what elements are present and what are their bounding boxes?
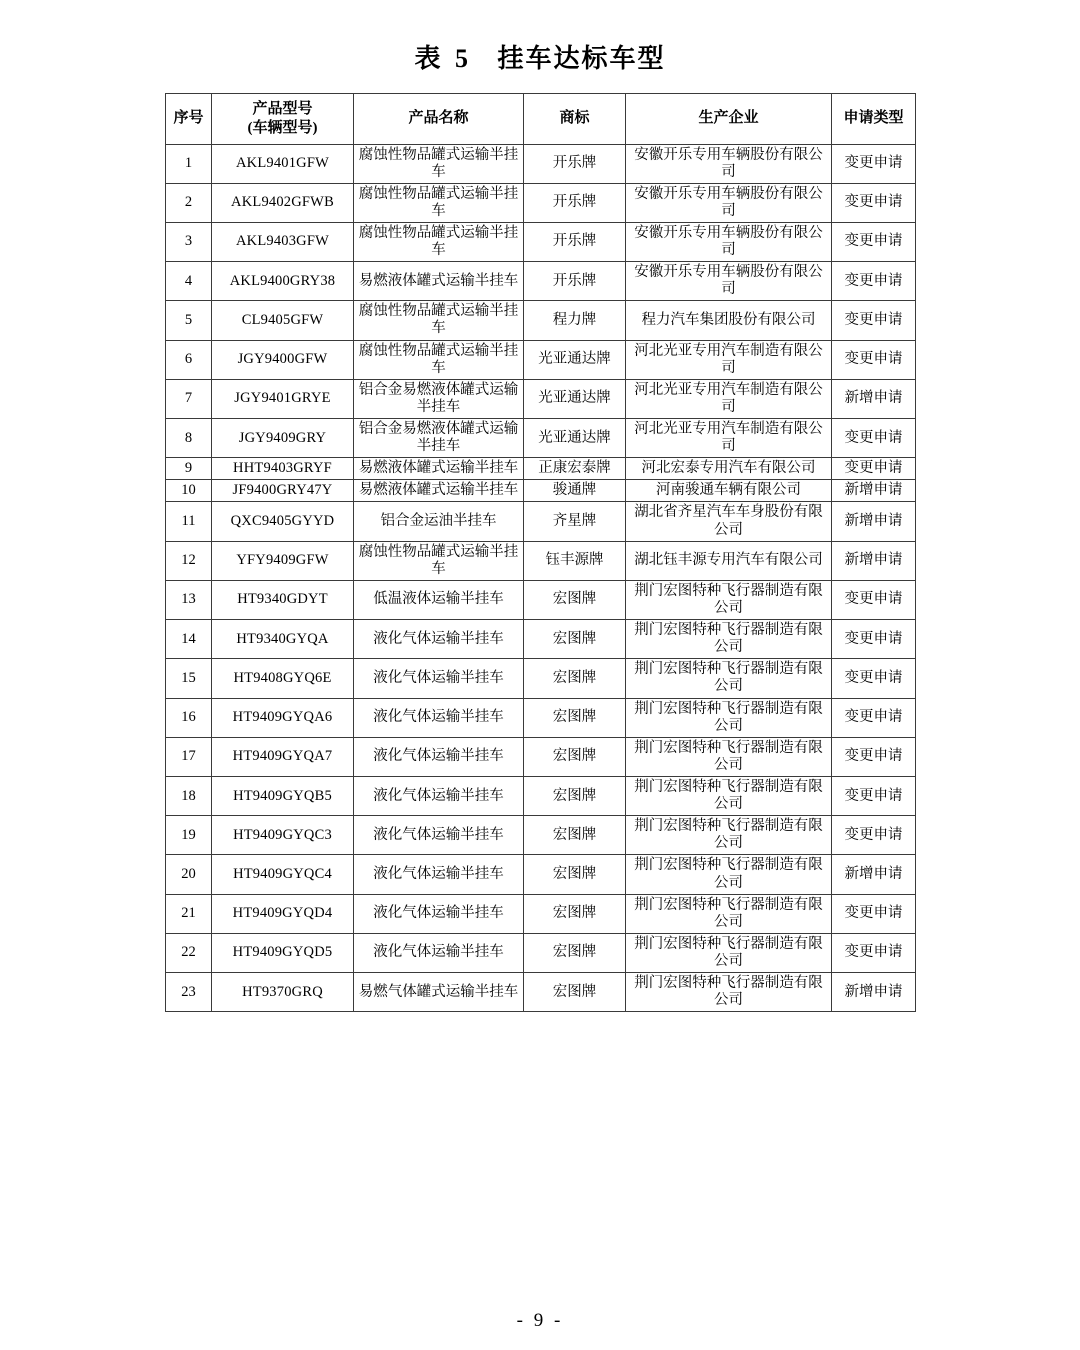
column-header-brand: 商标 bbox=[524, 94, 626, 145]
cell-product-name: 液化气体运输半挂车 bbox=[354, 777, 524, 816]
cell-product-model: AKL9403GFW bbox=[212, 222, 354, 261]
cell-product-model: YFY9409GFW bbox=[212, 541, 354, 580]
page-number-footer: - 9 - bbox=[516, 1310, 564, 1331]
table-row bbox=[166, 580, 916, 619]
cell-manufacturer: 荆门宏图特种飞行器制造有限公司 bbox=[626, 973, 832, 1012]
cell-manufacturer: 安徽开乐专用车辆股份有限公司 bbox=[626, 222, 832, 261]
cell-brand: 宏图牌 bbox=[524, 737, 626, 776]
cell-product-name: 腐蚀性物品罐式运输半挂车 bbox=[354, 183, 524, 222]
cell-brand: 光亚通达牌 bbox=[524, 419, 626, 458]
cell-product-model: JGY9400GFW bbox=[212, 340, 354, 379]
cell-index: 22 bbox=[166, 933, 212, 972]
table-row bbox=[166, 777, 916, 816]
cell-product-name: 腐蚀性物品罐式运输半挂车 bbox=[354, 541, 524, 580]
cell-brand: 骏通牌 bbox=[524, 480, 626, 502]
cell-index: 10 bbox=[166, 480, 212, 502]
cell-product-name: 铝合金易燃液体罐式运输半挂车 bbox=[354, 379, 524, 418]
cell-manufacturer: 荆门宏图特种飞行器制造有限公司 bbox=[626, 698, 832, 737]
cell-index: 3 bbox=[166, 222, 212, 261]
cell-product-model: HT9409GYQD4 bbox=[212, 894, 354, 933]
cell-application-type: 变更申请 bbox=[832, 340, 916, 379]
table-row bbox=[166, 855, 916, 894]
cell-brand: 宏图牌 bbox=[524, 659, 626, 698]
cell-brand: 宏图牌 bbox=[524, 620, 626, 659]
table-row bbox=[166, 222, 916, 261]
cell-index: 12 bbox=[166, 541, 212, 580]
page-title bbox=[0, 0, 1080, 93]
cell-brand: 开乐牌 bbox=[524, 222, 626, 261]
cell-index: 16 bbox=[166, 698, 212, 737]
table-row bbox=[166, 698, 916, 737]
table-row bbox=[166, 973, 916, 1012]
table-header bbox=[166, 94, 916, 145]
cell-index: 15 bbox=[166, 659, 212, 698]
cell-product-model: HT9340GDYT bbox=[212, 580, 354, 619]
table-row bbox=[166, 541, 916, 580]
cell-brand: 开乐牌 bbox=[524, 183, 626, 222]
cell-application-type: 变更申请 bbox=[832, 737, 916, 776]
cell-brand: 宏图牌 bbox=[524, 698, 626, 737]
cell-product-model: HT9409GYQA6 bbox=[212, 698, 354, 737]
column-header-maker: 生产企业 bbox=[626, 94, 832, 145]
table-row bbox=[166, 419, 916, 458]
cell-application-type: 变更申请 bbox=[832, 698, 916, 737]
cell-product-name: 液化气体运输半挂车 bbox=[354, 620, 524, 659]
cell-index: 17 bbox=[166, 737, 212, 776]
cell-index: 11 bbox=[166, 502, 212, 541]
cell-product-model: HT9409GYQC4 bbox=[212, 855, 354, 894]
cell-index: 23 bbox=[166, 973, 212, 1012]
table-body bbox=[166, 144, 916, 1012]
cell-brand: 宏图牌 bbox=[524, 816, 626, 855]
cell-brand: 宏图牌 bbox=[524, 580, 626, 619]
cell-manufacturer: 荆门宏图特种飞行器制造有限公司 bbox=[626, 620, 832, 659]
cell-brand: 宏图牌 bbox=[524, 855, 626, 894]
cell-product-model: JGY9409GRY bbox=[212, 419, 354, 458]
cell-application-type: 新增申请 bbox=[832, 973, 916, 1012]
cell-manufacturer: 河北光亚专用汽车制造有限公司 bbox=[626, 379, 832, 418]
cell-product-model: HT9370GRQ bbox=[212, 973, 354, 1012]
cell-product-name: 易燃液体罐式运输半挂车 bbox=[354, 458, 524, 480]
cell-application-type: 变更申请 bbox=[832, 301, 916, 340]
cell-product-name: 液化气体运输半挂车 bbox=[354, 894, 524, 933]
cell-manufacturer: 荆门宏图特种飞行器制造有限公司 bbox=[626, 777, 832, 816]
cell-product-model: CL9405GFW bbox=[212, 301, 354, 340]
cell-application-type: 新增申请 bbox=[832, 502, 916, 541]
cell-manufacturer: 河北光亚专用汽车制造有限公司 bbox=[626, 419, 832, 458]
cell-manufacturer: 安徽开乐专用车辆股份有限公司 bbox=[626, 262, 832, 301]
column-header-model bbox=[212, 94, 354, 145]
table-row bbox=[166, 620, 916, 659]
cell-product-name: 低温液体运输半挂车 bbox=[354, 580, 524, 619]
cell-application-type: 变更申请 bbox=[832, 580, 916, 619]
cell-product-model: HT9409GYQC3 bbox=[212, 816, 354, 855]
cell-index: 6 bbox=[166, 340, 212, 379]
table-row bbox=[166, 379, 916, 418]
cell-application-type: 变更申请 bbox=[832, 144, 916, 183]
cell-application-type: 变更申请 bbox=[832, 183, 916, 222]
cell-manufacturer: 河南骏通车辆有限公司 bbox=[626, 480, 832, 502]
table-row bbox=[166, 816, 916, 855]
column-header-name: 产品名称 bbox=[354, 94, 524, 145]
cell-brand: 宏图牌 bbox=[524, 973, 626, 1012]
cell-index: 2 bbox=[166, 183, 212, 222]
cell-manufacturer: 程力汽车集团股份有限公司 bbox=[626, 301, 832, 340]
column-header-type: 申请类型 bbox=[832, 94, 916, 145]
cell-product-model: JF9400GRY47Y bbox=[212, 480, 354, 502]
table-row bbox=[166, 262, 916, 301]
cell-index: 19 bbox=[166, 816, 212, 855]
cell-product-model: HT9340GYQA bbox=[212, 620, 354, 659]
cell-brand: 开乐牌 bbox=[524, 144, 626, 183]
cell-application-type: 变更申请 bbox=[832, 659, 916, 698]
cell-brand: 宏图牌 bbox=[524, 894, 626, 933]
cell-product-model: HT9409GYQA7 bbox=[212, 737, 354, 776]
cell-brand: 光亚通达牌 bbox=[524, 379, 626, 418]
cell-application-type: 新增申请 bbox=[832, 855, 916, 894]
page-title-text: 挂车达标车型 bbox=[497, 44, 666, 73]
cell-index: 13 bbox=[166, 580, 212, 619]
cell-brand: 宏图牌 bbox=[524, 777, 626, 816]
table-row bbox=[166, 933, 916, 972]
column-header-index: 序号 bbox=[166, 94, 212, 145]
page-title-number: 表 5 bbox=[414, 44, 472, 73]
column-header-model-line1: 产品型号 bbox=[252, 101, 313, 117]
cell-product-model: AKL9402GFWB bbox=[212, 183, 354, 222]
cell-product-model: AKL9401GFW bbox=[212, 144, 354, 183]
cell-manufacturer: 荆门宏图特种飞行器制造有限公司 bbox=[626, 737, 832, 776]
cell-index: 7 bbox=[166, 379, 212, 418]
cell-index: 1 bbox=[166, 144, 212, 183]
cell-application-type: 新增申请 bbox=[832, 480, 916, 502]
cell-application-type: 新增申请 bbox=[832, 541, 916, 580]
cell-brand: 齐星牌 bbox=[524, 502, 626, 541]
cell-brand: 宏图牌 bbox=[524, 933, 626, 972]
cell-product-name: 腐蚀性物品罐式运输半挂车 bbox=[354, 144, 524, 183]
cell-product-name: 液化气体运输半挂车 bbox=[354, 816, 524, 855]
cell-index: 5 bbox=[166, 301, 212, 340]
cell-manufacturer: 荆门宏图特种飞行器制造有限公司 bbox=[626, 659, 832, 698]
cell-brand: 程力牌 bbox=[524, 301, 626, 340]
cell-product-name: 易燃液体罐式运输半挂车 bbox=[354, 262, 524, 301]
cell-product-name: 易燃液体罐式运输半挂车 bbox=[354, 480, 524, 502]
cell-manufacturer: 荆门宏图特种飞行器制造有限公司 bbox=[626, 855, 832, 894]
cell-index: 21 bbox=[166, 894, 212, 933]
cell-brand: 正康宏泰牌 bbox=[524, 458, 626, 480]
table-row bbox=[166, 502, 916, 541]
table-row bbox=[166, 340, 916, 379]
cell-index: 9 bbox=[166, 458, 212, 480]
cell-brand: 开乐牌 bbox=[524, 262, 626, 301]
cell-application-type: 变更申请 bbox=[832, 816, 916, 855]
cell-product-model: QXC9405GYYD bbox=[212, 502, 354, 541]
cell-manufacturer: 湖北省齐星汽车车身股份有限公司 bbox=[626, 502, 832, 541]
cell-index: 18 bbox=[166, 777, 212, 816]
table-row bbox=[166, 458, 916, 480]
cell-application-type: 变更申请 bbox=[832, 620, 916, 659]
cell-application-type: 新增申请 bbox=[832, 379, 916, 418]
cell-manufacturer: 安徽开乐专用车辆股份有限公司 bbox=[626, 183, 832, 222]
cell-manufacturer: 荆门宏图特种飞行器制造有限公司 bbox=[626, 580, 832, 619]
table-row bbox=[166, 144, 916, 183]
table-container bbox=[165, 93, 915, 1012]
cell-product-name: 液化气体运输半挂车 bbox=[354, 698, 524, 737]
column-header-model-line2: (车辆型号) bbox=[247, 119, 318, 136]
table-row bbox=[166, 480, 916, 502]
cell-application-type: 变更申请 bbox=[832, 458, 916, 480]
cell-application-type: 变更申请 bbox=[832, 777, 916, 816]
cell-manufacturer: 河北宏泰专用汽车有限公司 bbox=[626, 458, 832, 480]
cell-product-name: 铝合金运油半挂车 bbox=[354, 502, 524, 541]
table-row bbox=[166, 183, 916, 222]
cell-index: 8 bbox=[166, 419, 212, 458]
cell-product-name: 液化气体运输半挂车 bbox=[354, 737, 524, 776]
cell-brand: 钰丰源牌 bbox=[524, 541, 626, 580]
cell-application-type: 变更申请 bbox=[832, 419, 916, 458]
cell-application-type: 变更申请 bbox=[832, 933, 916, 972]
cell-manufacturer: 荆门宏图特种飞行器制造有限公司 bbox=[626, 816, 832, 855]
cell-index: 4 bbox=[166, 262, 212, 301]
cell-manufacturer: 荆门宏图特种飞行器制造有限公司 bbox=[626, 933, 832, 972]
cell-product-name: 腐蚀性物品罐式运输半挂车 bbox=[354, 340, 524, 379]
cell-index: 14 bbox=[166, 620, 212, 659]
cell-application-type: 变更申请 bbox=[832, 894, 916, 933]
cell-product-model: HT9409GYQD5 bbox=[212, 933, 354, 972]
cell-brand: 光亚通达牌 bbox=[524, 340, 626, 379]
cell-product-model: JGY9401GRYE bbox=[212, 379, 354, 418]
cell-product-name: 腐蚀性物品罐式运输半挂车 bbox=[354, 222, 524, 261]
cell-index: 20 bbox=[166, 855, 212, 894]
cell-product-name: 易燃气体罐式运输半挂车 bbox=[354, 973, 524, 1012]
cell-product-model: HHT9403GRYF bbox=[212, 458, 354, 480]
cell-manufacturer: 荆门宏图特种飞行器制造有限公司 bbox=[626, 894, 832, 933]
cell-product-name: 腐蚀性物品罐式运输半挂车 bbox=[354, 301, 524, 340]
cell-product-name: 铝合金易燃液体罐式运输半挂车 bbox=[354, 419, 524, 458]
cell-application-type: 变更申请 bbox=[832, 222, 916, 261]
table-row bbox=[166, 301, 916, 340]
cell-product-model: HT9409GYQB5 bbox=[212, 777, 354, 816]
vehicle-models-table bbox=[165, 93, 916, 1012]
cell-application-type: 变更申请 bbox=[832, 262, 916, 301]
table-row bbox=[166, 659, 916, 698]
cell-product-name: 液化气体运输半挂车 bbox=[354, 855, 524, 894]
cell-product-name: 液化气体运输半挂车 bbox=[354, 659, 524, 698]
table-row bbox=[166, 894, 916, 933]
table-row bbox=[166, 737, 916, 776]
cell-product-model: HT9408GYQ6E bbox=[212, 659, 354, 698]
cell-product-model: AKL9400GRY38 bbox=[212, 262, 354, 301]
cell-manufacturer: 湖北钰丰源专用汽车有限公司 bbox=[626, 541, 832, 580]
cell-product-name: 液化气体运输半挂车 bbox=[354, 933, 524, 972]
cell-manufacturer: 河北光亚专用汽车制造有限公司 bbox=[626, 340, 832, 379]
table-header-row bbox=[166, 94, 916, 145]
cell-manufacturer: 安徽开乐专用车辆股份有限公司 bbox=[626, 144, 832, 183]
